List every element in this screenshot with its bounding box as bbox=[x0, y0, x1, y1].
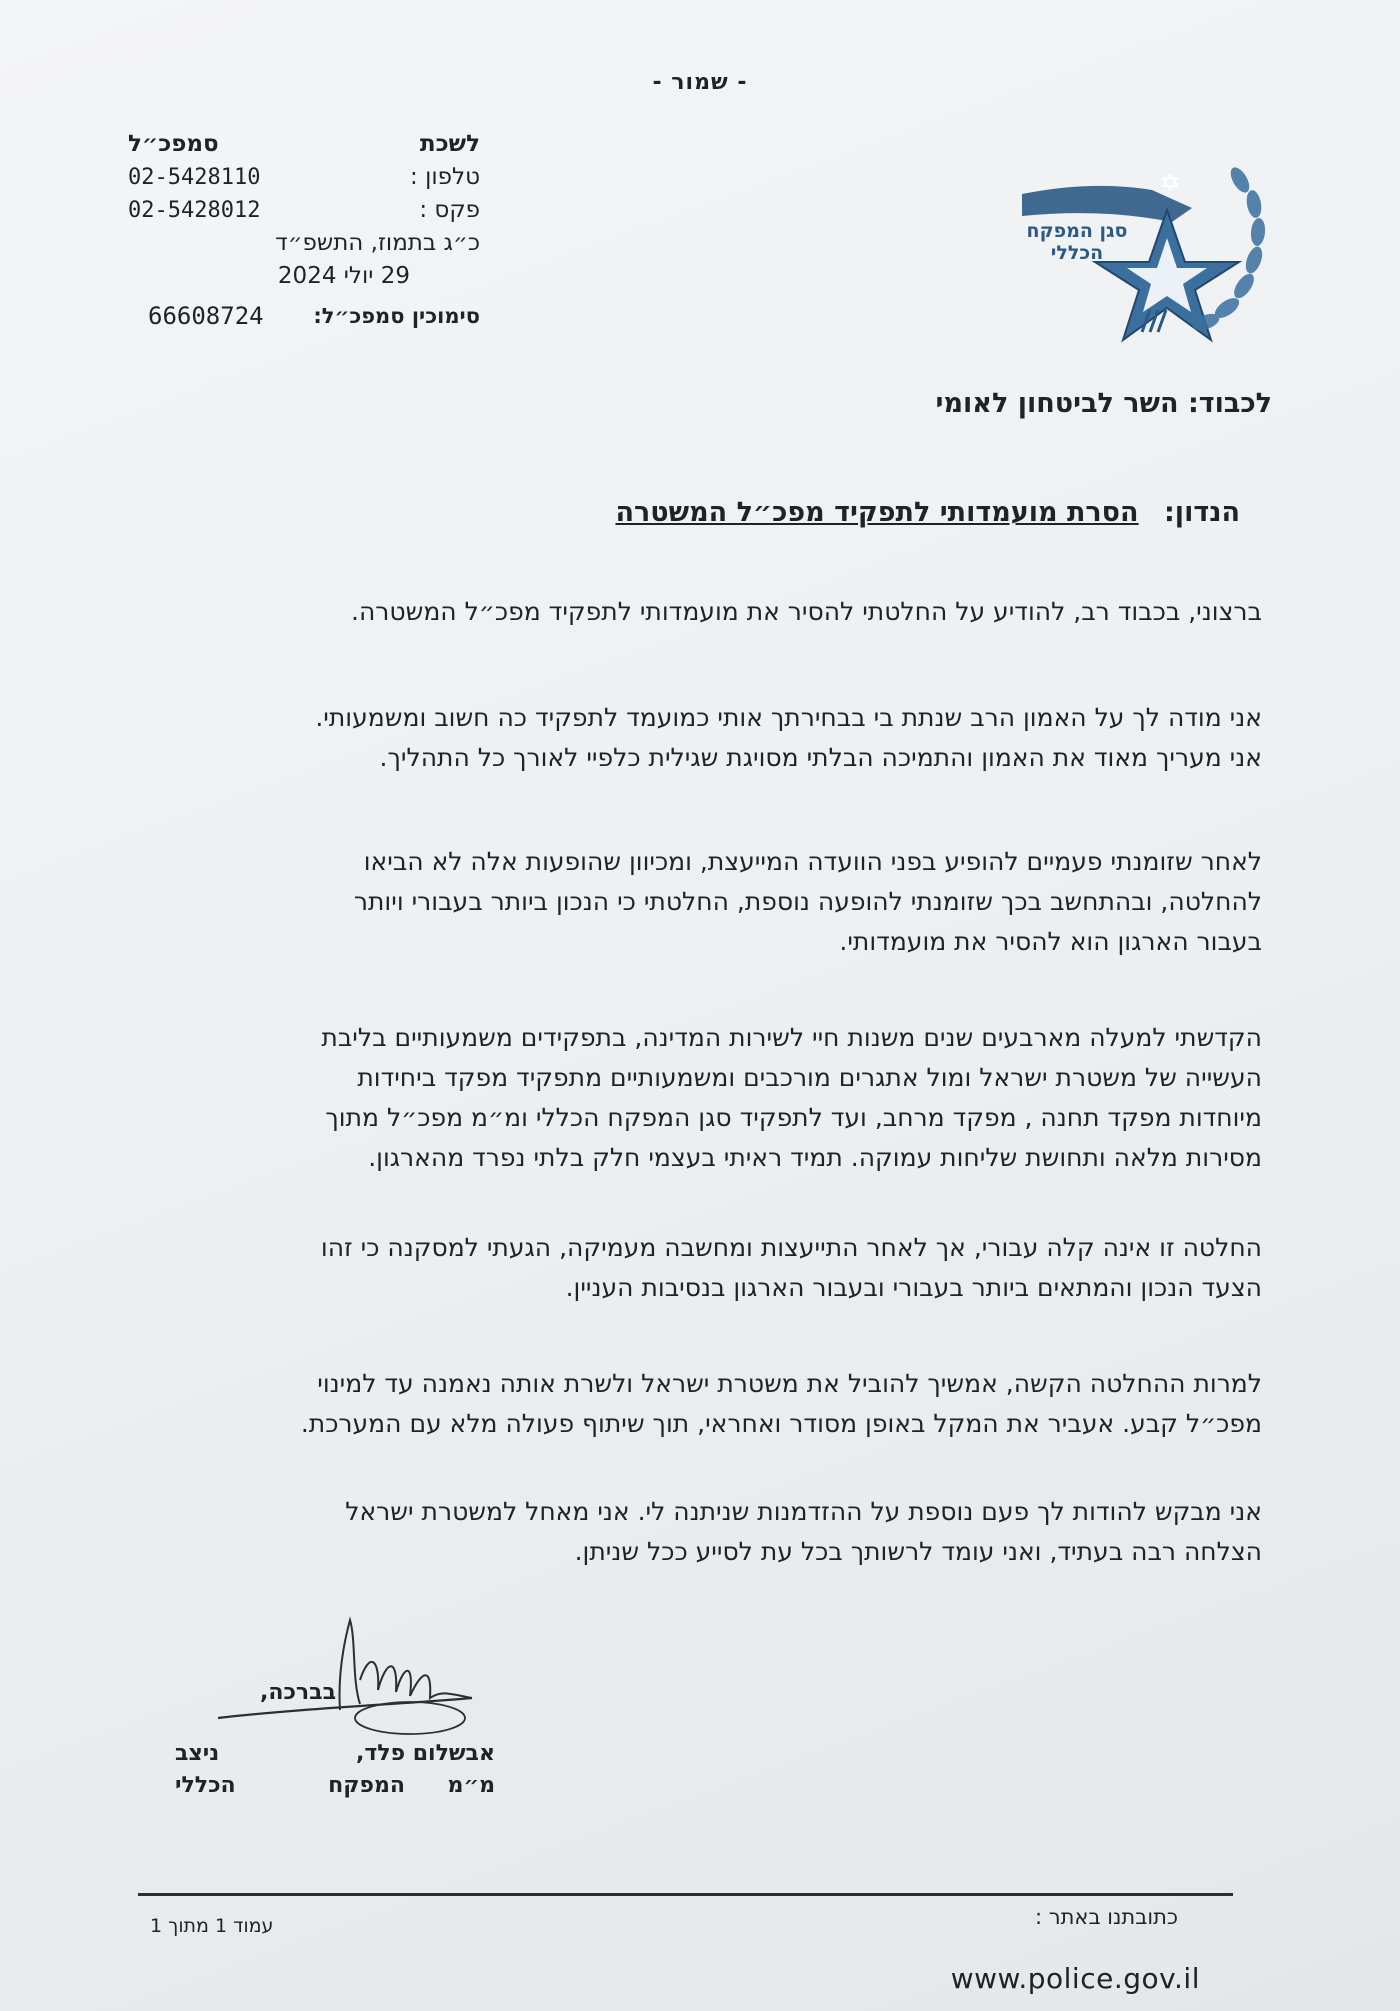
fax-number: 02-5428012 bbox=[128, 198, 261, 223]
paragraph-line: מסירות מלאה ותחושת שליחות עמוקה. תמיד ראיתי בעצמי חלק בלתי נפרד מהארגון. bbox=[368, 1143, 1262, 1172]
fax-label: פקס : bbox=[419, 197, 480, 223]
signer-title-part: הכללי bbox=[175, 1773, 236, 1798]
reference-label: סימוכין סמפכ״ל: bbox=[313, 304, 480, 328]
reference-row bbox=[128, 300, 480, 336]
office-header bbox=[128, 128, 480, 336]
recipient-name: השר לביטחון לאומי bbox=[935, 388, 1179, 419]
subject-text: הסרת מועמדותי לתפקיד מפכ״ל המשטרה bbox=[615, 497, 1139, 528]
paragraph-line: אני מבקש להודות לך פעם נוספת על ההזדמנות שניתנה לי. אני מאחל למשטרת ישראל bbox=[345, 1497, 1262, 1526]
paragraph bbox=[132, 592, 1262, 632]
paragraph-line: למרות ההחלטה הקשה, אמשיך להוביל את משטרת ישראל ולשרת אותה נאמנה עד למינוי bbox=[317, 1369, 1262, 1398]
website-link[interactable]: www.police.gov.il bbox=[950, 1962, 1200, 1995]
subject-label: הנדון: bbox=[1164, 497, 1240, 528]
footer-site-label: כתובתנו באתר : bbox=[1035, 1905, 1178, 1929]
reference-number: 66608724 bbox=[148, 302, 264, 330]
footer-divider bbox=[138, 1893, 1233, 1896]
page-number: עמוד 1 מתוך 1 bbox=[150, 1915, 274, 1937]
office-name: סמפכ״ל bbox=[128, 131, 219, 157]
paragraph-line: ברצוני, בכבוד רב, להודיע על החלטתי להסיר את מועמדותי לתפקיד מפכ״ל המשטרה. bbox=[351, 597, 1262, 626]
handwritten-signature bbox=[210, 1600, 530, 1740]
recipient-label: לכבוד: bbox=[1187, 388, 1272, 419]
logo-text: סגן המפקח הכללי bbox=[1026, 220, 1128, 264]
signature-block bbox=[175, 1738, 495, 1808]
paragraph-line: החלטה זו אינה קלה עבורי, אך לאחר התייעצות ומחשבה מעמיקה, הגעתי למסקנה כי זהו bbox=[320, 1233, 1262, 1262]
paragraph-line: בעבור הארגון הוא להסיר את מועמדותי. bbox=[839, 927, 1262, 956]
paragraph-line: מיוחדות מפקד תחנה , מפקד מרחב, ועד לתפקיד סגן המפקח הכללי ומ״מ מפכ״ל מתוך bbox=[325, 1103, 1262, 1132]
paragraph bbox=[132, 1364, 1262, 1444]
paragraph bbox=[132, 1228, 1262, 1308]
paragraph-line: אני מודה לך על האמון הרב שנתת בי בבחירתך אותי כמועמד לתפקיד כה חשוב ומשמעותי. bbox=[315, 703, 1262, 732]
paragraph-line: הצלחה רבה בעתיד, ואני עומד לרשותך בכל עת לסייע ככל שניתן. bbox=[574, 1537, 1262, 1566]
gregorian-date: 29 יולי 2024 bbox=[277, 263, 410, 289]
hebrew-date: כ״ג בתמוז, התשפ״ד bbox=[275, 230, 480, 256]
office-label: לשכת bbox=[419, 131, 480, 157]
classification-mark: - שמור - bbox=[652, 70, 748, 95]
signer-title-part: המפקח bbox=[328, 1773, 405, 1798]
paragraph bbox=[132, 1018, 1262, 1178]
paragraph-line: אני מעריך מאוד את האמון והתמיכה הבלתי מסויגת שגילית כלפיי לאורך כל התהליך. bbox=[379, 743, 1262, 772]
paragraph-line: העשייה של משטרת ישראל ומול אתגרים מורכבים ומשמעותיים מתפקיד מפקד ביחידות bbox=[357, 1063, 1262, 1092]
fax-row bbox=[128, 194, 480, 227]
paragraph-line: הקדשתי למעלה מארבעים שנים משנות חיי לשירות המדינה, בתפקידים משמעותיים בליבת bbox=[321, 1023, 1262, 1052]
recipient-line bbox=[936, 388, 1272, 419]
paragraph bbox=[132, 698, 1262, 778]
police-logo bbox=[1022, 160, 1272, 350]
signer-rank: ניצב bbox=[175, 1741, 220, 1766]
paragraph-line: לאחר שזומנתי פעמיים להופיע בפני הוועדה המייעצת, ומכיוון שהופעות אלה לא הביאו bbox=[363, 847, 1262, 876]
paragraph bbox=[132, 842, 1262, 962]
signer-title-part: מ״מ bbox=[447, 1773, 495, 1798]
phone-number: 02-5428110 bbox=[128, 165, 261, 190]
phone-row bbox=[128, 161, 480, 194]
paragraph-line: מפכ״ל קבע. אעביר את המקל באופן מסודר ואחראי, תוך שיתוף פעולה מלא עם המערכת. bbox=[300, 1409, 1262, 1438]
signature-closing: בברכה, bbox=[260, 1680, 337, 1705]
paragraph bbox=[132, 1492, 1262, 1572]
subject-line bbox=[615, 497, 1240, 528]
phone-label: טלפון : bbox=[410, 164, 480, 190]
signer-name: אבשלום פלד, bbox=[355, 1741, 495, 1766]
paragraph-line: הצעד הנכון והמתאים ביותר בעבורי ובעבור הארגון בנסיבות העניין. bbox=[565, 1273, 1262, 1302]
office-row bbox=[128, 128, 480, 161]
paragraph-line: להחלטה, ובהתחשב בכך שזומנתי להופעה נוספת, החלטתי כי הנכון ביותר בעבורי ויותר bbox=[353, 887, 1262, 916]
